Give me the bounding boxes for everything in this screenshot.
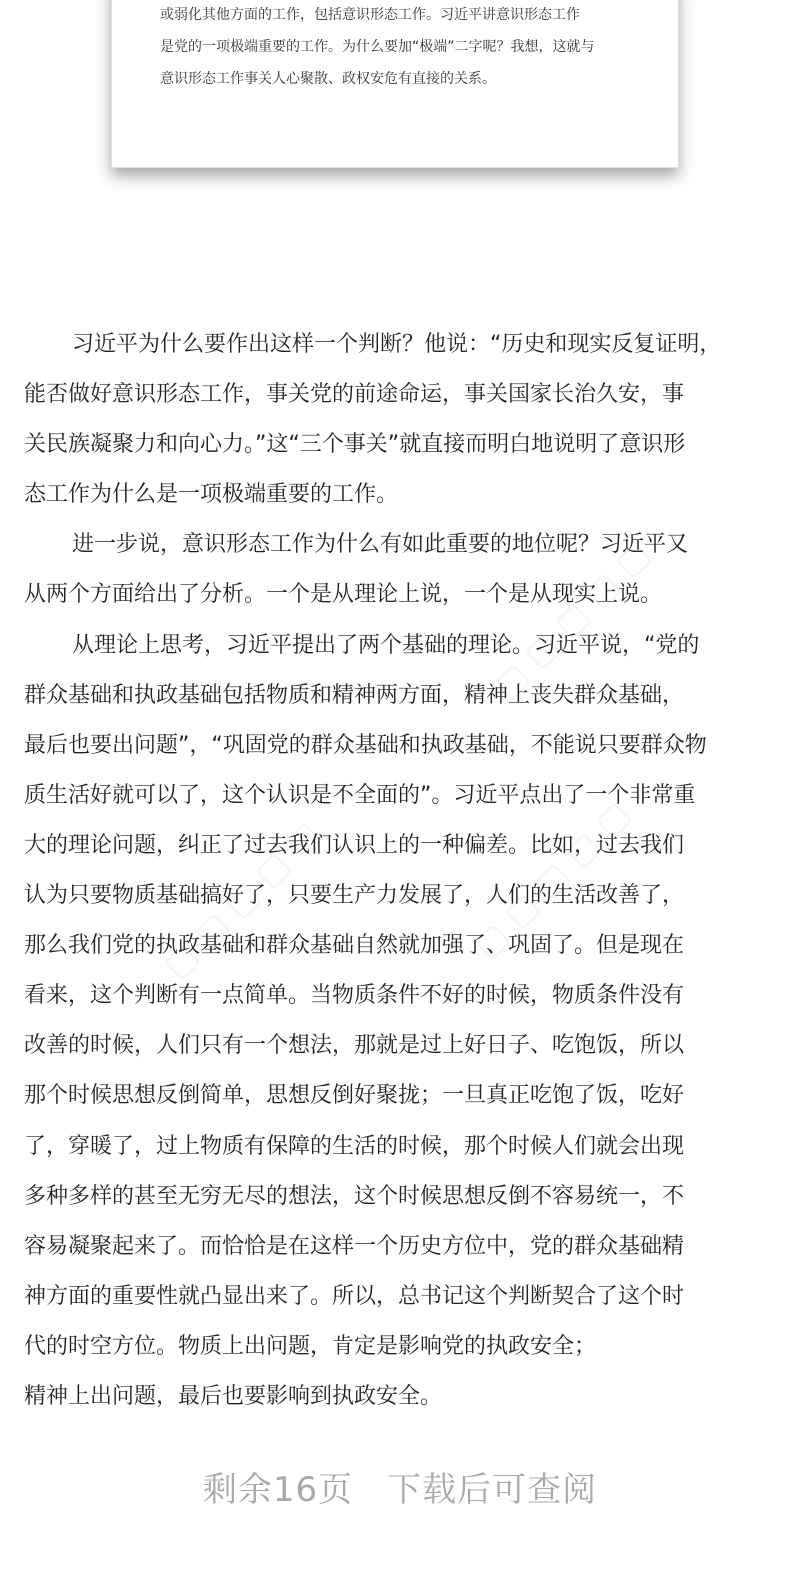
paragraph-line: 大的理论问题，纠正了过去我们认识上的一种偏差。比如，过去我们: [24, 832, 685, 858]
paragraph-line: 从两个方面给出了分析。一个是从理论上说，一个是从现实上说。: [24, 582, 663, 608]
paragraph-line: 改善的时候，人们只有一个想法，那就是过上好日子、吃饱饭，所以: [24, 1033, 685, 1059]
paragraph-line: 质生活好就可以了，这个认识是不全面的”。习近平点出了一个非常重: [24, 782, 696, 808]
paragraph-line: 那个时候思想反倒简单，思想反倒好聚拢；一旦真正吃饱了饭，吃好: [24, 1083, 685, 1109]
paragraph-line: 看来，这个判断有一点简单。当物质条件不好的时候，物质条件没有: [24, 983, 685, 1009]
preview-card-text: [160, 0, 660, 95]
preview-card: [111, 0, 679, 168]
paragraph-line: 代的时空方位。物质上出问题，肯定是影响党的执政安全；: [24, 1333, 597, 1359]
preview-line: 是党的一项极端重要的工作。为什么要加“极端”二字呢？我想，这就与: [160, 39, 595, 55]
paragraph-line: 群众基础和执政基础包括物质和精神两方面，精神上丧失群众基础，: [24, 682, 685, 708]
download-hint: 下载后可查阅: [387, 1470, 598, 1510]
paragraph-line: 那么我们党的执政基础和群众基础自然就加强了、巩固了。但是现在: [24, 933, 685, 959]
paragraph-line: 精神上出问题，最后也要影响到执政安全。: [24, 1383, 443, 1409]
paragraph-line: 进一步说，意识形态工作为什么有如此重要的地位呢？习近平又: [72, 532, 689, 558]
preview-line: 意识形态工作事关人心聚散、政权安危有直接的关系。: [160, 71, 496, 87]
paragraph-line: 最后也要出问题”，“巩固党的群众基础和执政基础，不能说只要群众物: [24, 732, 707, 758]
remaining-pages-count: 剩余16页: [202, 1470, 354, 1510]
paragraph-line: 态工作为什么是一项极端重要的工作。: [24, 482, 399, 508]
preview-line: 或弱化其他方面的工作，包括意识形态工作。习近平讲意识形态工作: [160, 7, 580, 23]
paragraph-line: 从理论上思考，习近平提出了两个基础的理论。习近平说，“党的: [72, 632, 700, 658]
paragraph-line: 了，穿暖了，过上物质有保障的生活的时候，那个时候人们就会出现: [24, 1133, 685, 1159]
paragraph-line: 容易凝聚起来了。而恰恰是在这样一个历史方位中，党的群众基础精: [24, 1233, 685, 1259]
paragraph-line: 神方面的重要性就凸显出来了。所以，总书记这个判断契合了这个时: [24, 1283, 685, 1309]
paragraph-line: 关民族凝聚力和向心力。”这“三个事关”就直接而明白地说明了意识形: [24, 432, 686, 458]
remaining-pages-notice[interactable]: [0, 1462, 800, 1518]
paragraph-line: 习近平为什么要作出这样一个判断？他说：“历史和现实反复证明，: [72, 332, 722, 357]
article-body: [24, 320, 784, 1422]
paragraph-line: 多种多样的甚至无穷无尽的想法，这个时候思想反倒不容易统一，不: [24, 1183, 685, 1209]
paragraph-line: 能否做好意识形态工作，事关党的前途命运，事关国家长治久安，事: [24, 382, 685, 408]
paragraph-line: 认为只要物质基础搞好了，只要生产力发展了，人们的生活改善了，: [24, 883, 685, 909]
